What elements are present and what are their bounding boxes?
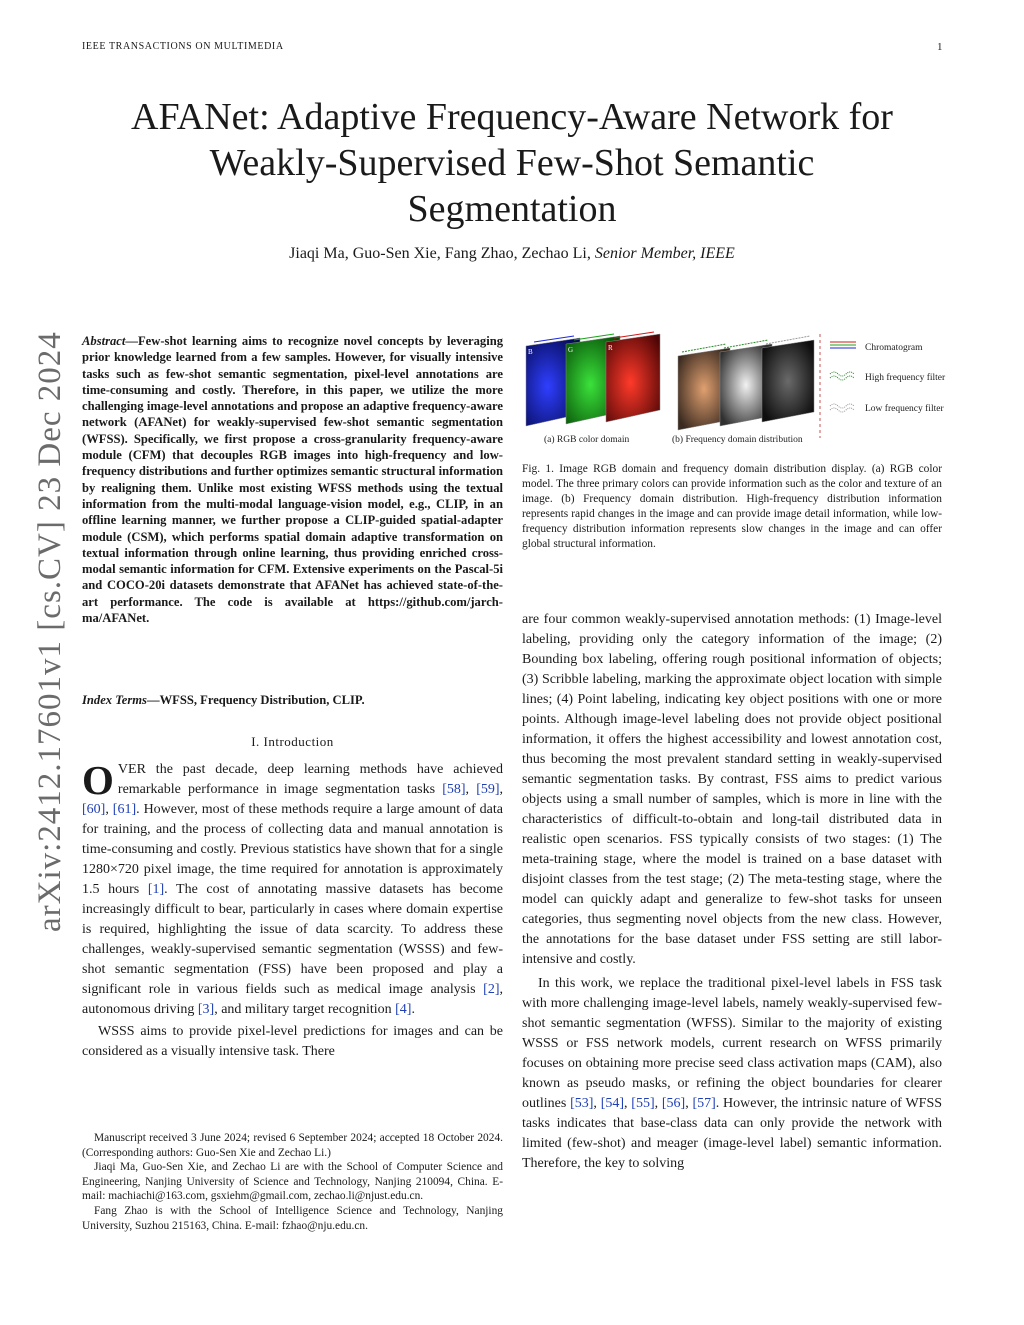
intro-text: VER the past decade, deep learning methods have achieved remarkable performance in image segmentation tasks	[117, 762, 503, 797]
author-list	[60, 245, 964, 263]
title-line-1: AFANet: Adaptive Frequency-Aware Network for	[131, 96, 893, 138]
panel-b-label: B	[528, 348, 533, 356]
citation-link[interactable]: [57]	[692, 1096, 716, 1111]
author-names: Jiaqi Ma, Guo-Sen Xie, Fang Zhao, Zechao Li,	[289, 245, 591, 262]
drop-cap: O	[82, 757, 114, 803]
citation-link[interactable]: [61]	[112, 802, 137, 817]
intro-text: . The cost of annotating massive datasets has become increasingly difficult to bear, particularly in cases where domain expertise is required, highlighting the issue of data scarcity. To address these challenges, weakly-supervised semantic segmentation (WSSS) and few-shot semantic segmentation (FSS) have been proposed and play a significant role in various fields such as medical image analysis	[82, 882, 503, 997]
citation-link[interactable]: [53]	[570, 1096, 594, 1111]
footnote-affiliation-1: Jiaqi Ma, Guo-Sen Xie, and Zechao Li are with the School of Computer Science and Engineering, Nanjing University of Science and Technology, Nanjing 210094, China. E-mail: machiachi@163.com, gsxiehm@gmail.com, zechao.li@njust.edu.cn.	[82, 1161, 503, 1203]
intro-text: , and military target recognition	[214, 1002, 396, 1017]
rgb-panels	[526, 332, 660, 426]
title-line-2: Weakly-Supervised Few-Shot Semantic	[209, 142, 815, 184]
intro-text: , autonomous driving	[82, 982, 503, 1017]
paper-title	[60, 94, 964, 232]
introduction-body	[82, 757, 504, 1062]
abstract-lead: Abstract	[82, 334, 126, 348]
citation-link[interactable]: [55]	[631, 1096, 655, 1111]
citation-link[interactable]: [56]	[661, 1096, 686, 1111]
frequency-panels	[678, 336, 814, 430]
figure-caption: Fig. 1. Image RGB domain and frequency domain distribution display. (a) RGB color model. The three primary colors can provide information such as the color and texture of an image. (b) Frequency domain distribution. High-frequency distribution information represents rapid changes in the image and can provide image detail information, while low-frequency distribution information represents slow changes in the image and can offer global structural information.	[522, 463, 942, 550]
index-terms-lead: Index Terms	[82, 693, 147, 707]
citation-link[interactable]: [2]	[483, 982, 500, 997]
index-terms-text: —WFSS, Frequency Distribution, CLIP.	[146, 693, 365, 707]
footnotes	[82, 1131, 503, 1233]
index-terms	[82, 692, 503, 708]
right-paragraph-2: In this work, we replace the traditional pixel-level labels in FSS task with more challenging image-level labels, namely weakly-supervised few-shot semantic segmentation (WFSS). Similar to the majority of existing WSSS or FSS network models, current research on WFSS primarily focuses on obtaining more precise seed class activation maps (CAM), also known as pseudo masks, or refining the object boundaries for clearer outlines [53], [54], [55], [56], [57]. However, the intrinsic nature of WFSS tasks indicates that base-class data can only provide the network with limited (few-shot) and meager (image-level label) semantic information. Therefore, the key to solving	[522, 976, 943, 1171]
author-membership: Senior Member, IEEE	[594, 245, 735, 262]
citation-link[interactable]: [59]	[476, 782, 500, 797]
figure-label-b: (b) Frequency domain distribution	[672, 435, 803, 445]
right-text: . However, the intrinsic nature of WFSS tasks indicates that base-class data can only provide the network with limited (few-shot) and meager (image-level label) semantic information. Therefore, the key to solving	[522, 1096, 943, 1171]
page-number: 1	[937, 41, 943, 53]
legend-high-frequency: High frequency filter	[865, 373, 946, 383]
journal-header: IEEE TRANSACTIONS ON MULTIMEDIA	[82, 41, 284, 52]
figure-label-a: (a) RGB color domain	[544, 435, 630, 445]
citation-link[interactable]: [1]	[147, 882, 165, 897]
citation-link[interactable]: [4]	[395, 1002, 412, 1017]
panel-high-frequency	[762, 340, 814, 422]
figure-1	[522, 330, 952, 450]
footnote-affiliation-2: Fang Zhao is with the School of Intelligence Science and Technology, Nanjing University, Suzhou 215163, China. E-mail: fzhao@nju.edu.cn.	[82, 1204, 503, 1232]
intro-paragraph-2: WSSS aims to provide pixel-level predictions for images and can be considered as a visually intensive task. There	[82, 1024, 503, 1059]
citation-link[interactable]: [58]	[442, 782, 466, 797]
arxiv-stamp: arXiv:2412.17601v1 [cs.CV] 23 Dec 2024	[32, 331, 68, 932]
abstract	[82, 333, 503, 626]
legend-low-frequency: Low frequency filter	[865, 404, 944, 414]
panel-red	[606, 334, 660, 422]
right-text: In this work, we replace the traditional pixel-level labels in FSS task with more challenging image-level labels, namely weakly-supervised few-shot semantic segmentation (WFSS). Similar to the majority of existing WSSS or FSS network models, current research on WFSS primarily focuses on obtaining more precise seed class activation maps (CAM), also known as pseudo masks, or refining the object boundaries for clearer outlines	[522, 976, 942, 1111]
intro-paragraph-1: OVER the past decade, deep learning methods have achieved remarkable performance in image segmentation tasks [58], [59], [60], [61]. However, most of these methods require a large amount of data for training, and the process of collecting data and manual annotation is time-consuming and costly. Previous statistics have shown that for a single 1280×720 pixel image, the time required for annotation is approximately 1.5 hours [1]. The cost of annotating massive datasets has become increasingly difficult to bear, particularly in cases where domain expertise is required, highlighting the issue of data scarcity. To address these challenges, weakly-supervised semantic segmentation (WSSS) and few-shot semantic segmentation (FSS) have been proposed and play a significant role in various fields such as medical image analysis [2], autonomous driving [3], and military target recognition [4].	[82, 757, 504, 1017]
legend-chromatogram: Chromatogram	[865, 343, 923, 353]
figure-legend	[830, 342, 946, 414]
intro-text: . However, most of these methods require a large amount of data for training, and the process of collecting data and manual annotation is time-consuming and costly. Previous statistics have shown that for a single 1280×720 pixel image, the time required for annotation is approximately 1.5 hours	[82, 802, 503, 897]
title-line-3: Segmentation	[407, 188, 617, 230]
panel-g-label: G	[568, 346, 574, 354]
footnote-manuscript: Manuscript received 3 June 2024; revised 6 September 2024; accepted 18 October 2024.(Corresponding authors: Guo-Sen Xie and Zechao Li.)	[82, 1132, 503, 1159]
right-paragraph-1: are four common weakly-supervised annotation methods: (1) Image-level labeling, providing only the category information of the image; (2) Bounding box labeling, offering rough positional information of objects; (3) Scribble labeling, marking the approximate object location with simple lines; (4) Point labeling, indicating key object positions with one or more points. Although image-level labeling does not provide object positional information, it offers the highest accessibility and lowest annotation cost, thus becoming the most prevalent standard setting in weakly-supervised semantic segmentation tasks. By contrast, FSS aims to predict various objects using a small number of samples, which is more in line with the characteristics of difficult-to-obtain and long-tail distributed data in realistic open scenarios. FSS typically consists of two stages: (1) The meta-training stage, where the model is trained on a base dataset with disjoint classes from the test stage; (2) The meta-testing stage, where the model can quickly adapt and generalize to few-shot tasks for unseen categories, thus segmenting novel objects from the new class. However, the annotations for the base dataset under FSS setting are still labor-intensive and costly.	[522, 612, 942, 967]
citation-link[interactable]: [60]	[82, 802, 106, 817]
panel-r-label: R	[608, 344, 613, 352]
citation-link[interactable]: [54]	[600, 1096, 625, 1111]
right-column-body	[522, 610, 942, 1174]
section-heading: I. Introduction	[251, 734, 334, 749]
citation-link[interactable]: [3]	[197, 1002, 215, 1017]
abstract-text: —Few-shot learning aims to recognize novel concepts by leveraging prior knowledge learned from a few samples. However, for visually intensive tasks such as few-shot semantic segmentation, pixel-level annotations are time-consuming and costly. Therefore, in this paper, we utilize the more challenging image-level annotations and propose an adaptive frequency-aware network (AFANet) for weakly-supervised few-shot semantic segmentation (WFSS). Specifically, we first propose a cross-granularity frequency-aware module (CFM) that decouples RGB images into high-frequency and low-frequency distributions and further optimizes semantic structural information by realigning them. Unlike most existing WFSS methods using the textual information from the multi-modal language-vision model, e.g., CLIP, in an offline learning manner, we further propose a CLIP-guided spatial-adapter module (CSM), which performs spatial domain adaptive transformation on textual information through online learning, thus providing enriched cross-modal semantic information for CFM. Extensive experiments on the Pascal-5i and COCO-20i datasets demonstrate that AFANet has achieved state-of-the-art performance. The code is available at https://github.com/jarch-ma/AFANet.	[82, 334, 503, 626]
